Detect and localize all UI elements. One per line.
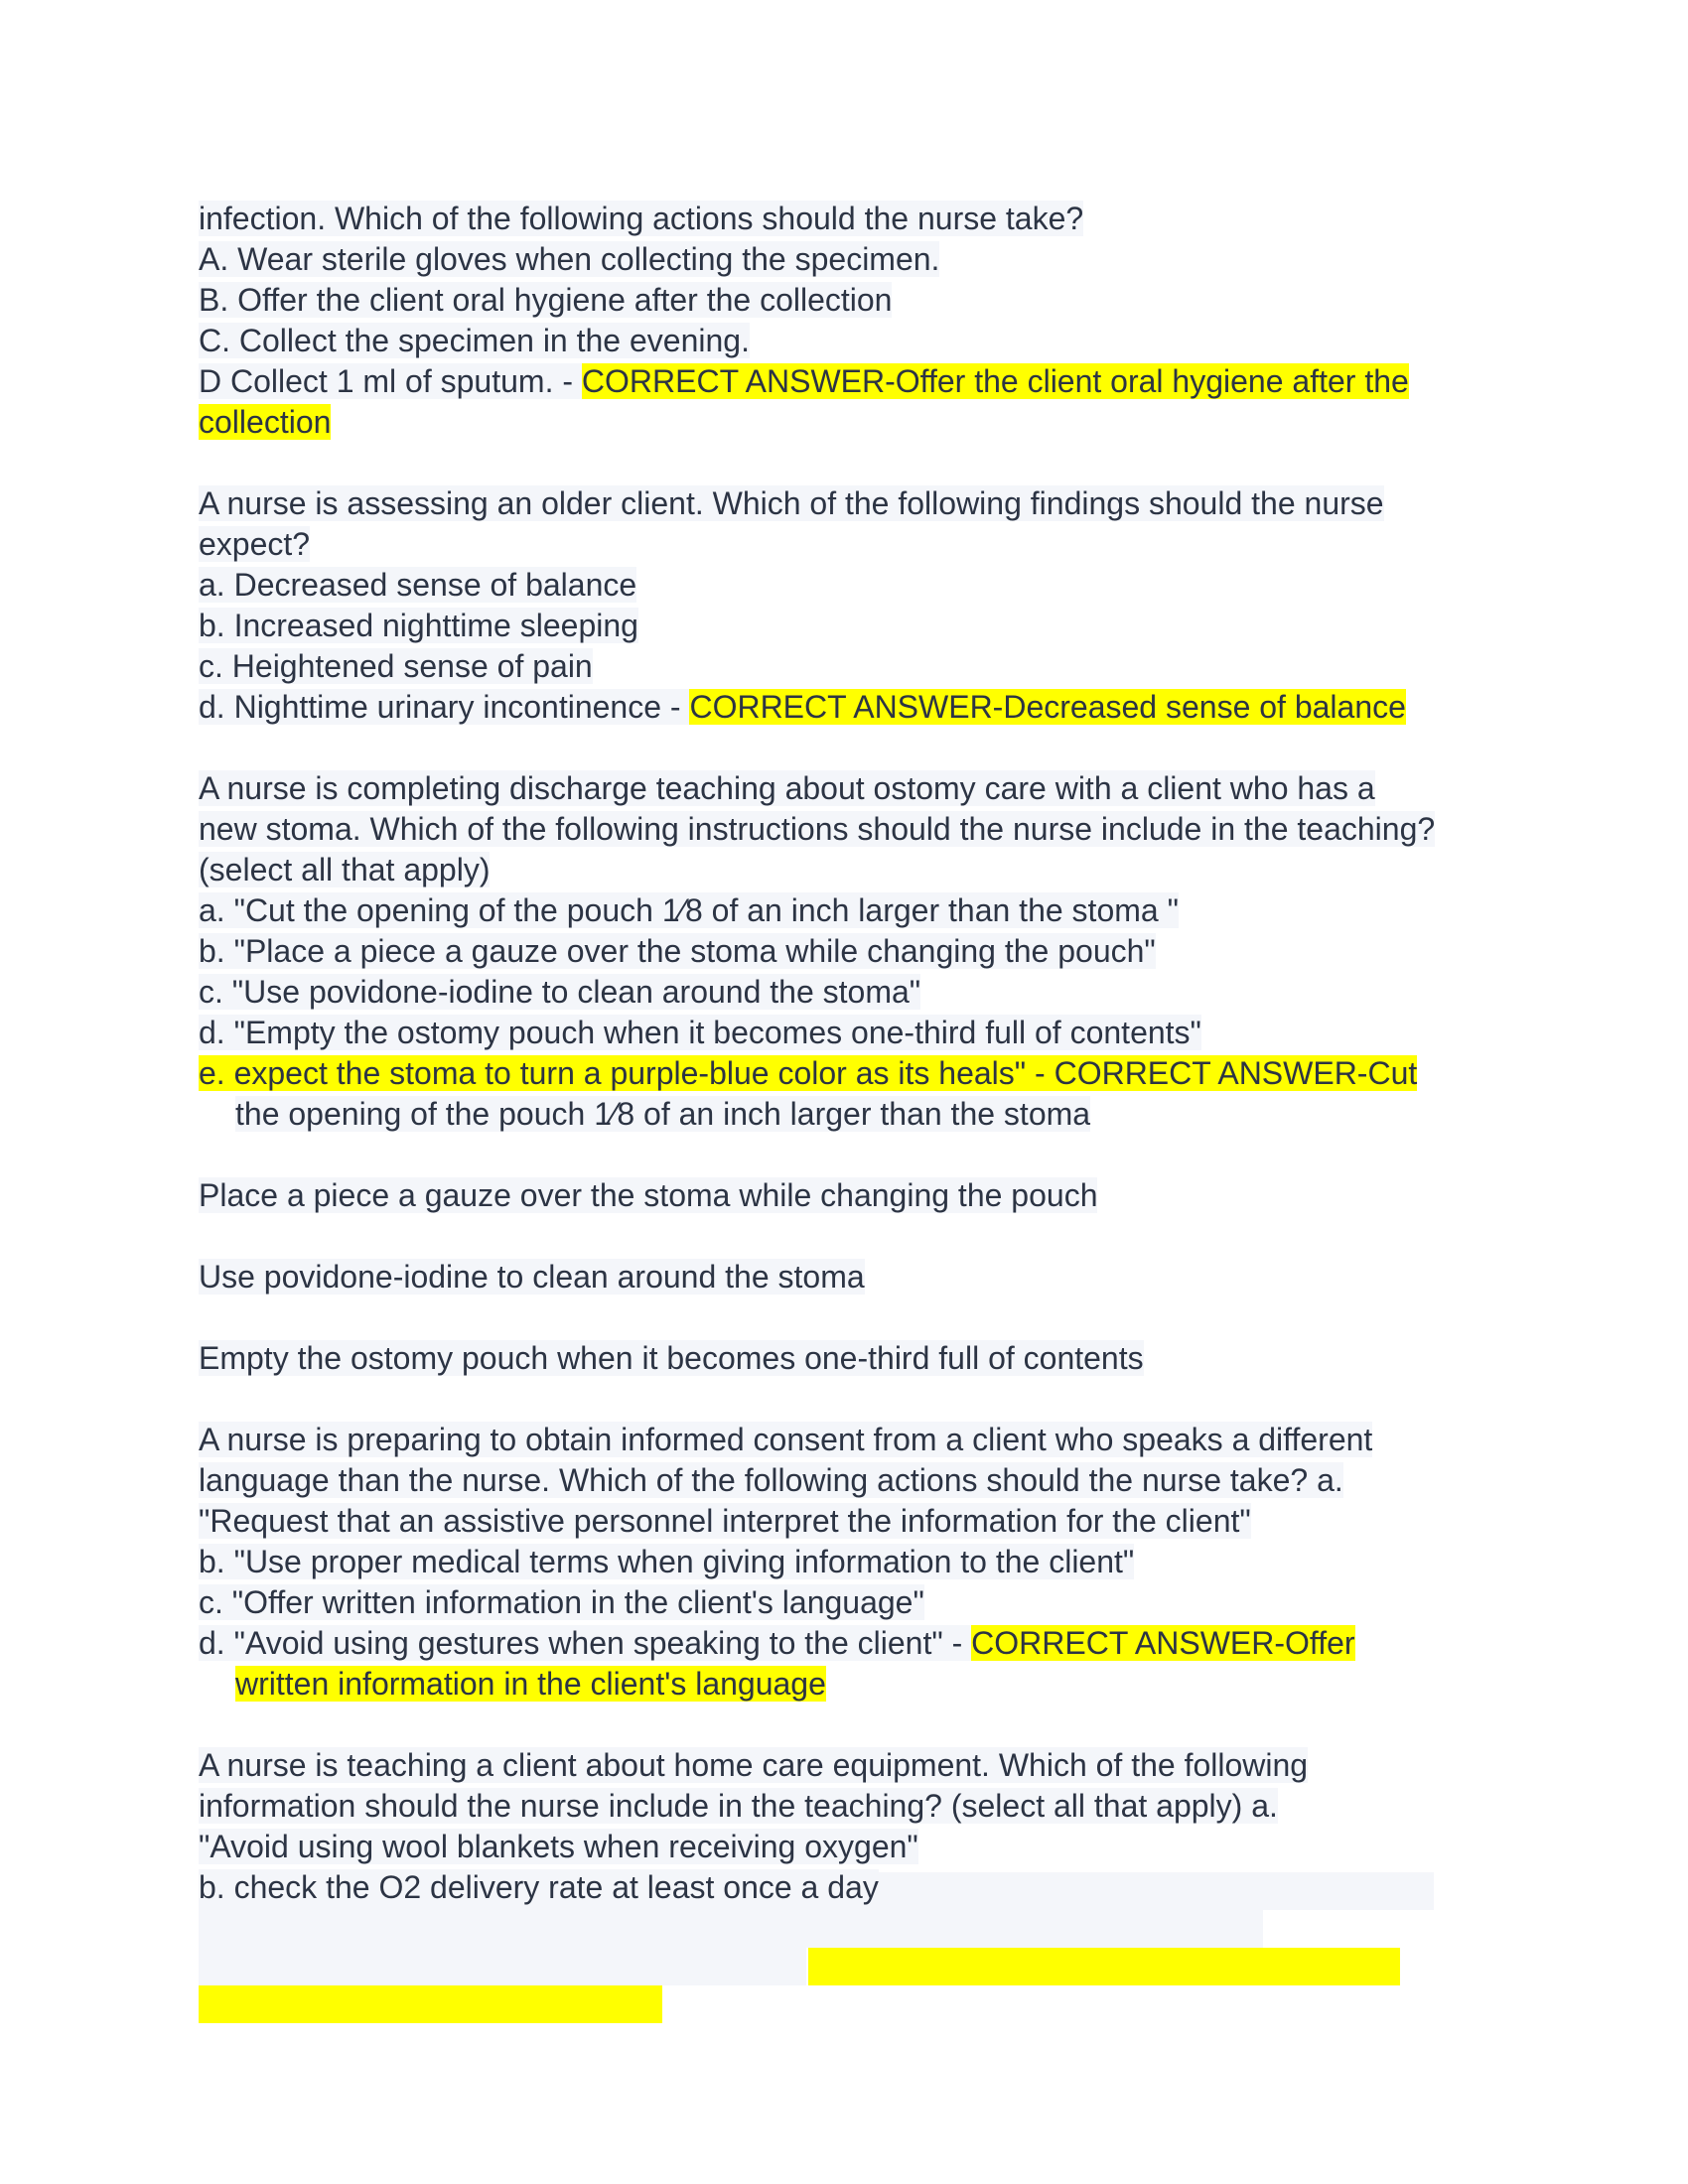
answer-option: d. Nighttime urinary incontinence - xyxy=(199,689,690,725)
answer-option: "Request that an assistive personnel interpret the information for the client" xyxy=(199,1503,1251,1539)
answer-option: c. Heightened sense of pain xyxy=(199,648,593,684)
question-stem: infection. Which of the following actions should the nurse take? xyxy=(199,201,1084,236)
question-stem: A nurse is teaching a client about home care equipment. Which of the following xyxy=(199,1747,1309,1783)
answer-option: b. Increased nighttime sleeping xyxy=(199,608,638,643)
correct-answer-highlight: CORRECT ANSWER-Offer the client oral hygiene after the xyxy=(581,363,1409,399)
obscured-highlight-block xyxy=(199,1985,662,2023)
question-3 xyxy=(199,768,1509,1379)
answer-option: a. "Cut the opening of the pouch 1⁄8 of an inch larger than the stoma " xyxy=(199,892,1179,928)
answer-option: C. Collect the specimen in the evening. xyxy=(199,323,750,358)
answer-option: d. "Empty the ostomy pouch when it becomes one-third full of contents" xyxy=(199,1015,1201,1050)
question-1 xyxy=(199,199,1509,443)
answer-option: c. "Offer written information in the client's language" xyxy=(199,1584,924,1620)
correct-answer-highlight: CORRECT ANSWER-Offer xyxy=(971,1625,1355,1661)
question-5 xyxy=(199,1745,1509,1908)
correct-answer-highlight: written information in the client's language xyxy=(235,1666,826,1702)
question-stem: (select all that apply) xyxy=(199,852,491,887)
obscured-highlight-block xyxy=(808,1948,1400,1985)
answer-option: "Avoid using wool blankets when receiving oxygen" xyxy=(199,1829,918,1864)
answer-option: c. "Use povidone-iodine to clean around the stoma" xyxy=(199,974,921,1010)
answer-option: B. Offer the client oral hygiene after the collection xyxy=(199,282,893,318)
question-stem: new stoma. Which of the following instructions should the nurse include in the teaching? xyxy=(199,811,1436,847)
obscured-text-block xyxy=(199,1948,806,1985)
correct-answer-text: the opening of the pouch 1⁄8 of an inch larger than the stoma xyxy=(235,1096,1091,1132)
correct-answer-highlight: collection xyxy=(199,404,332,440)
question-stem: A nurse is preparing to obtain informed consent from a client who speaks a different xyxy=(199,1422,1373,1457)
question-2 xyxy=(199,483,1509,728)
answer-option: d. "Avoid using gestures when speaking to the client" - xyxy=(199,1625,972,1661)
correct-answer-text: Empty the ostomy pouch when it becomes one-third full of contents xyxy=(199,1340,1144,1376)
question-4 xyxy=(199,1420,1509,1705)
correct-answer-highlight: CORRECT ANSWER-Decreased sense of balance xyxy=(689,689,1406,725)
question-stem: A nurse is assessing an older client. Which of the following findings should the nurse xyxy=(199,485,1384,521)
answer-option: a. Decreased sense of balance xyxy=(199,567,637,603)
answer-option: e. expect the stoma to turn a purple-blue color as its heals" - xyxy=(199,1055,1055,1091)
question-stem: information should the nurse include in the teaching? (select all that apply) a. xyxy=(199,1788,1278,1824)
question-stem: A nurse is completing discharge teaching about ostomy care with a client who has a xyxy=(199,770,1375,806)
answer-option: b. "Use proper medical terms when giving information to the client" xyxy=(199,1544,1135,1579)
question-stem: expect? xyxy=(199,526,311,562)
obscured-text-block xyxy=(199,1910,1263,1948)
correct-answer-text: Place a piece a gauze over the stoma while changing the pouch xyxy=(199,1177,1098,1213)
answer-option: D Collect 1 ml of sputum. - xyxy=(199,363,582,399)
correct-answer-text: Use povidone-iodine to clean around the stoma xyxy=(199,1259,865,1295)
answer-option: b. check the O2 delivery rate at least once a day xyxy=(199,1869,879,1905)
correct-answer-highlight: CORRECT ANSWER-Cut xyxy=(1054,1055,1418,1091)
answer-option: A. Wear sterile gloves when collecting the specimen. xyxy=(199,241,940,277)
answer-option: b. "Place a piece a gauze over the stoma while changing the pouch" xyxy=(199,933,1156,969)
question-stem: language than the nurse. Which of the following actions should the nurse take? a. xyxy=(199,1462,1343,1498)
document-body xyxy=(199,199,1509,1908)
